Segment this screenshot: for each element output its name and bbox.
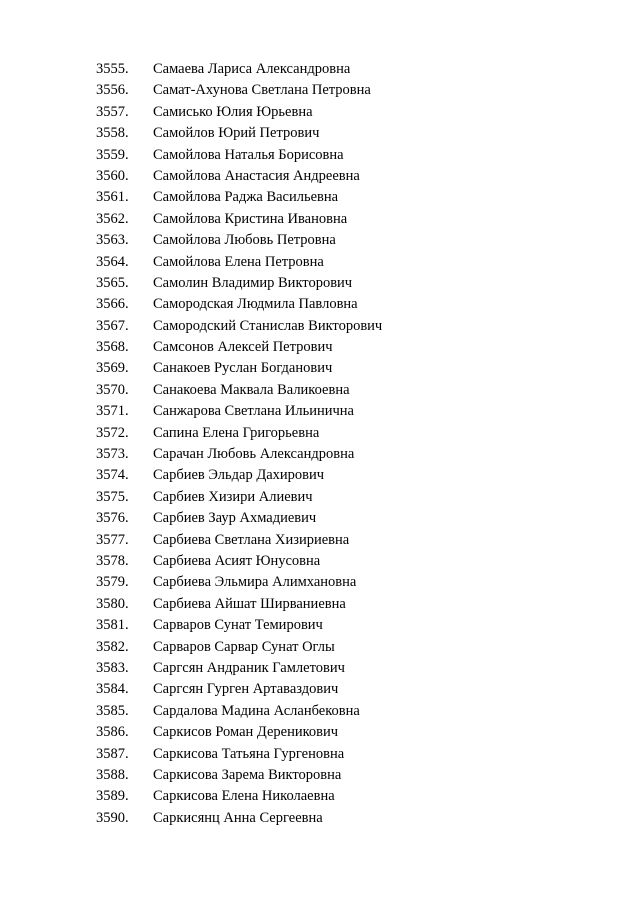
entry-number: 3579.	[96, 574, 129, 591]
entry-name: Самат-Ахунова Светлана Петровна	[153, 82, 371, 99]
list-item	[0, 358, 640, 379]
entry-name: Санакоева Маквала Валикоевна	[153, 381, 350, 398]
entry-name: Сарбиева Асият Юнусовна	[153, 552, 321, 569]
list-item	[0, 123, 640, 144]
list-item	[0, 744, 640, 765]
list-item	[0, 572, 640, 593]
entry-name: Саркисова Татьяна Гургеновна	[153, 745, 345, 762]
entry-number: 3566.	[96, 296, 129, 313]
list-item	[0, 273, 640, 294]
name-list	[0, 59, 640, 829]
entry-name: Сарбиева Эльмира Алимхановна	[153, 574, 357, 591]
entry-name: Сарбиев Заур Ахмадиевич	[153, 510, 317, 527]
entry-number: 3575.	[96, 488, 129, 505]
entry-name: Самойлова Елена Петровна	[153, 253, 324, 270]
list-item	[0, 658, 640, 679]
list-item	[0, 637, 640, 658]
entry-number: 3581.	[96, 617, 129, 634]
entry-name: Сарбиев Эльдар Дахирович	[153, 467, 325, 484]
entry-name: Самаева Лариса Александровна	[153, 61, 351, 77]
entry-number: 3563.	[96, 232, 129, 249]
entry-name: Самойлова Любовь Петровна	[153, 232, 336, 249]
list-item	[0, 808, 640, 829]
entry-name: Самойлова Кристина Ивановна	[153, 210, 348, 227]
list-item	[0, 465, 640, 486]
entry-number: 3578.	[96, 552, 129, 569]
list-item	[0, 551, 640, 572]
entry-name: Санжарова Светлана Ильинична	[153, 403, 354, 420]
entry-number: 3567.	[96, 317, 129, 334]
list-item	[0, 102, 640, 123]
entry-number: 3565.	[96, 274, 129, 291]
entry-name: Сарбиева Светлана Хизириевна	[153, 531, 350, 548]
entry-name: Самородская Людмила Павловна	[153, 296, 358, 313]
entry-number: 3570.	[96, 381, 129, 398]
entry-number: 3568.	[96, 339, 129, 356]
list-item	[0, 209, 640, 230]
entry-name: Самородский Станислав Викторович	[153, 317, 383, 334]
list-item	[0, 401, 640, 422]
entry-number: 3558.	[96, 125, 129, 142]
entry-name: Саргсян Андраник Гамлетович	[153, 659, 345, 676]
entry-name: Санакоев Руслан Богданович	[153, 360, 333, 377]
entry-name: Самойлова Раджа Васильевна	[153, 189, 339, 206]
entry-name: Сарбиев Хизири Алиевич	[153, 488, 313, 505]
entry-number: 3577.	[96, 531, 129, 548]
list-item	[0, 423, 640, 444]
entry-number: 3569.	[96, 360, 129, 377]
list-item	[0, 615, 640, 636]
entry-name: Саркисянц Анна Сергеевна	[153, 809, 323, 826]
list-item	[0, 294, 640, 315]
entry-number: 3580.	[96, 595, 129, 612]
entry-number: 3590.	[96, 809, 129, 826]
list-item	[0, 786, 640, 807]
entry-name: Сарваров Сунат Темирович	[153, 617, 323, 634]
list-item	[0, 380, 640, 401]
list-item	[0, 444, 640, 465]
entry-number: 3559.	[96, 146, 129, 163]
entry-number: 3556.	[96, 82, 129, 99]
list-item	[0, 252, 640, 273]
entry-number: 3574.	[96, 467, 129, 484]
entry-number: 3589.	[96, 788, 129, 805]
list-item	[0, 80, 640, 101]
entry-number: 3588.	[96, 766, 129, 783]
entry-number: 3584.	[96, 681, 129, 698]
list-item	[0, 487, 640, 508]
entry-number: 3583.	[96, 659, 129, 676]
list-item	[0, 508, 640, 529]
entry-name: Саркисов Роман Дереникович	[153, 724, 339, 741]
list-item	[0, 316, 640, 337]
entry-number: 3576.	[96, 510, 129, 527]
entry-name: Самсонов Алексей Петрович	[153, 339, 333, 356]
list-item	[0, 765, 640, 786]
entry-name: Саркисова Зарема Викторовна	[153, 766, 342, 783]
entry-number: 3582.	[96, 638, 129, 655]
list-item	[0, 337, 640, 358]
entry-number: 3586.	[96, 724, 129, 741]
list-item	[0, 679, 640, 700]
entry-name: Сарбиева Айшат Ширваниевна	[153, 595, 346, 612]
list-item	[0, 530, 640, 551]
entry-name: Сарваров Сарвар Сунат Оглы	[153, 638, 335, 655]
entry-number: 3572.	[96, 424, 129, 441]
entry-number: 3560.	[96, 167, 129, 184]
list-item	[0, 722, 640, 743]
entry-name: Самойлова Анастасия Андреевна	[153, 167, 360, 184]
list-item	[0, 187, 640, 208]
entry-number: 3564.	[96, 253, 129, 270]
list-item	[0, 594, 640, 615]
list-item	[0, 145, 640, 166]
entry-number: 3571.	[96, 403, 129, 420]
entry-name: Самойлов Юрий Петрович	[153, 125, 320, 142]
entry-name: Самисько Юлия Юрьевна	[153, 103, 313, 120]
entry-number: 3585.	[96, 702, 129, 719]
list-item	[0, 701, 640, 722]
entry-number: 3573.	[96, 446, 129, 463]
list-item	[0, 59, 640, 80]
entry-number: 3555.	[96, 61, 129, 77]
entry-number: 3557.	[96, 103, 129, 120]
entry-number: 3587.	[96, 745, 129, 762]
entry-name: Самолин Владимир Викторович	[153, 274, 353, 291]
entry-number: 3561.	[96, 189, 129, 206]
entry-name: Сапина Елена Григорьевна	[153, 424, 320, 441]
list-item	[0, 166, 640, 187]
entry-name: Саркисова Елена Николаевна	[153, 788, 335, 805]
list-item	[0, 230, 640, 251]
entry-name: Самойлова Наталья Борисовна	[153, 146, 344, 163]
entry-name: Сардалова Мадина Асланбековна	[153, 702, 360, 719]
entry-number: 3562.	[96, 210, 129, 227]
entry-name: Сарачан Любовь Александровна	[153, 446, 355, 463]
entry-name: Саргсян Гурген Артаваздович	[153, 681, 339, 698]
